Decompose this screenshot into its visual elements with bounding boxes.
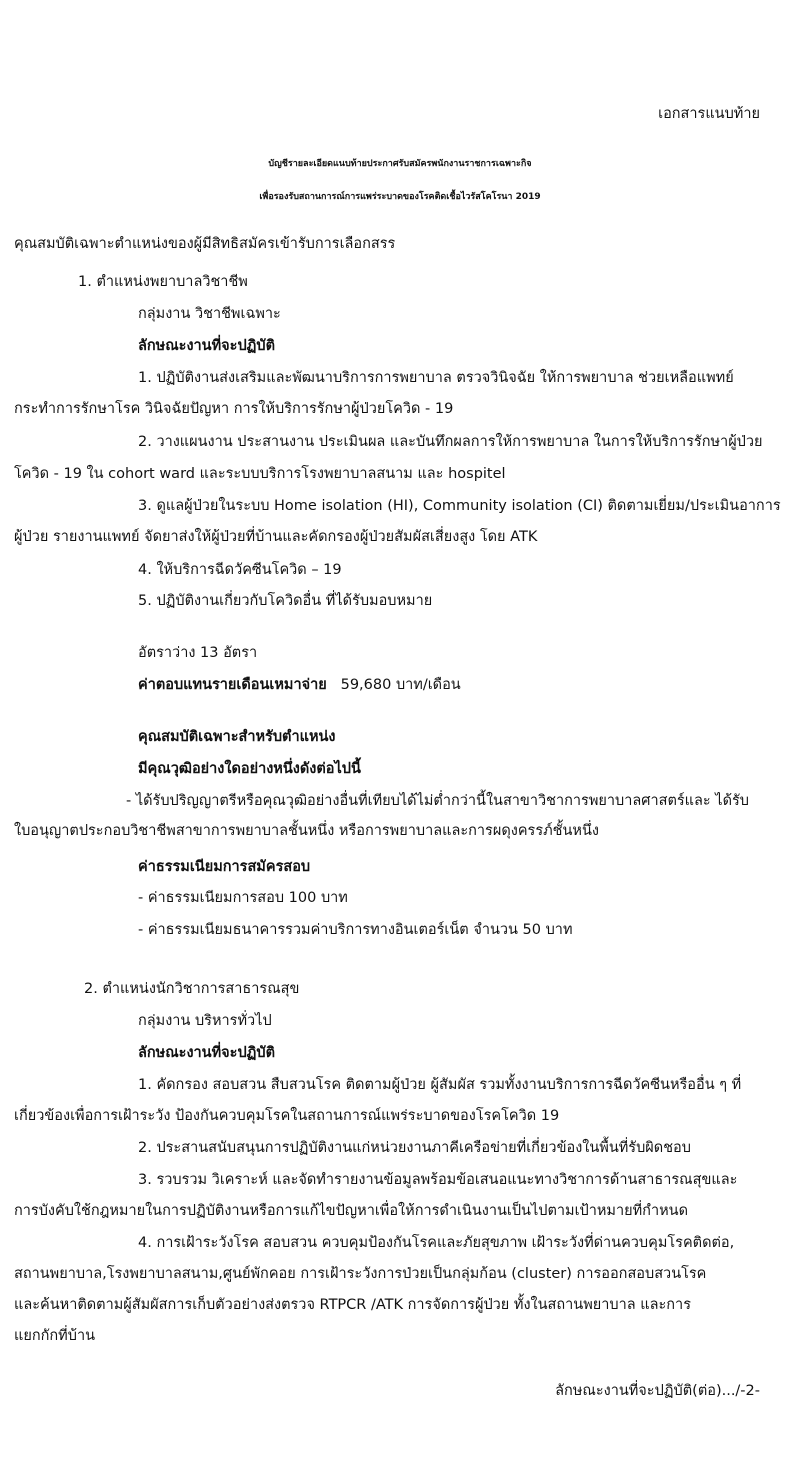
- position1-duty3-line2: ผู้ป่วย รายงานแพทย์ จัดยาส่งให้ผู้ป่วยที่บ้านและคัดกรองผู้ป่วยสัมผัสเสี่ยงสูง โดย ATK: [14, 529, 538, 545]
- footer-continued: ลักษณะงานที่จะปฏิบัติ(ต่อ).../-2-: [555, 1383, 760, 1399]
- position2-duty4-line4: แยกกักที่บ้าน: [14, 1328, 95, 1344]
- position1-spec-line1: - ได้รับปริญญาตรีหรือคุณวุฒิอย่างอื่นที่เทียบได้ไม่ต่ำกว่านี้ในสาขาวิชาการพยาบาลศาสตร์และ ได้รับ: [126, 793, 749, 809]
- position2-duty4-line2: สถานพยาบาล,โรงพยาบาลสนาม,ศูนย์พักคอย การเฝ้าระวังการป่วยเป็นกลุ่มก้อน (cluster) การออกสอบสวนโรค: [14, 1266, 707, 1282]
- position2-duty4-line1: 4. การเฝ้าระวังโรค สอบสวน ควบคุมป้องกันโรคและภัยสุขภาพ เฝ้าระวังที่ด่านควบคุมโรคติดต่อ,: [138, 1235, 735, 1251]
- position1-group: กลุ่มงาน วิชาชีพเฉพาะ: [138, 306, 281, 322]
- position2-duty1-line1: 1. คัดกรอง สอบสวน สืบสวนโรค ติดตามผู้ป่วย ผู้สัมผัส รวมทั้งงานบริการการฉีดวัคซีนหรืออื่น ๆ ที่: [138, 1077, 742, 1093]
- position1-duty2-line1: 2. วางแผนงาน ประสานงาน ประเมินผล และบันทึกผลการให้การพยาบาล ในการให้บริการรักษาผู้ป่วย: [138, 434, 763, 450]
- position2-group: กลุ่มงาน บริหารทั่วไป: [138, 1013, 272, 1029]
- position1-duty3-line1: 3. ดูแลผู้ป่วยในระบบ Home isolation (HI), Community isolation (CI) ติดตามเยี่ยม/ประเมินอาการ: [138, 498, 781, 514]
- salary-label: ค่าตอบแทนรายเดือนเหมาจ่าย: [138, 677, 327, 693]
- position2-duty3-line1: 3. รวบรวม วิเคราะห์ และจัดทำรายงานข้อมูลพร้อมข้อเสนอแนะทางวิชาการด้านสาธารณสุขและ: [138, 1172, 738, 1188]
- position1-duty2-line2: โควิด - 19 ใน cohort ward และระบบบริการโรงพยาบาลสนาม และ hospitel: [14, 466, 506, 482]
- attachment-label: เอกสารแนบท้าย: [658, 106, 760, 122]
- position1-spec-line2: ใบอนุญาตประกอบวิชาชีพสาขาการพยาบาลชั้นหนึ่ง หรือการพยาบาลและการผดุงครรภ์ชั้นหนึ่ง: [14, 823, 599, 839]
- position1-spec-heading: คุณสมบัติเฉพาะสำหรับตำแหน่ง: [138, 729, 336, 745]
- position1-salary: [138, 675, 461, 695]
- position1-duty1-line1: 1. ปฏิบัติงานส่งเสริมและพัฒนาบริการการพยาบาล ตรวจวินิจฉัย ให้การพยาบาล ช่วยเหลือแพทย์: [138, 370, 734, 386]
- position2-duties-heading: ลักษณะงานที่จะปฏิบัติ: [138, 1045, 275, 1061]
- position1-title: 1. ตำแหน่งพยาบาลวิชาชีพ: [78, 274, 248, 290]
- position1-spec-sub: มีคุณวุฒิอย่างใดอย่างหนึ่งดังต่อไปนี้: [138, 761, 361, 777]
- title-line-2: เพื่อรองรับสถานการณ์การแพร่ระบาดของโรคติดเชื้อไวรัสโคโรนา 2019: [259, 192, 541, 202]
- salary-value: 59,680 บาท/เดือน: [340, 677, 461, 693]
- position2-duty4-line3: และค้นหาติดตามผู้สัมผัสการเก็บตัวอย่างส่งตรวจ RTPCR /ATK การจัดการผู้ป่วย ทั้งในสถานพยาบาล และการ: [14, 1297, 691, 1313]
- position1-duties-heading: ลักษณะงานที่จะปฏิบัติ: [138, 338, 275, 354]
- position1-fee1: - ค่าธรรมเนียมการสอบ 100 บาท: [138, 890, 348, 906]
- position1-fee2: - ค่าธรรมเนียมธนาคารรวมค่าบริการทางอินเตอร์เน็ต จำนวน 50 บาท: [138, 922, 573, 938]
- position1-duty5: 5. ปฏิบัติงานเกี่ยวกับโควิดอื่น ที่ได้รับมอบหมาย: [138, 593, 433, 609]
- qualification-heading: คุณสมบัติเฉพาะตำแหน่งของผู้มีสิทธิสมัครเข้ารับการเลือกสรร: [14, 236, 396, 252]
- position1-duty1-line2: กระทำการรักษาโรค วินิจฉัยปัญหา การให้บริการรักษาผู้ป่วยโควิด - 19: [14, 401, 454, 417]
- title-line-1: บัญชีรายละเอียดแนบท้ายประกาศรับสมัครพนักงานราชการเฉพาะกิจ: [268, 159, 532, 169]
- position2-duty1-line2: เกี่ยวข้องเพื่อการเฝ้าระวัง ป้องกันควบคุมโรคในสถานการณ์แพร่ระบาดของโรคโควิด 19: [14, 1108, 560, 1124]
- position2-duty3-line2: การบังคับใช้กฎหมายในการปฏิบัติงานหรือการแก้ไขปัญหาเพื่อให้การดำเนินงานเป็นไปตามเป้าหมายที่กำหนด: [14, 1203, 688, 1219]
- position2-title: 2. ตำแหน่งนักวิชาการสาธารณสุข: [84, 981, 300, 997]
- position1-fee-heading: ค่าธรรมเนียมการสมัครสอบ: [138, 859, 311, 875]
- position1-vacancy: อัตราว่าง 13 อัตรา: [138, 645, 258, 661]
- position2-duty2: 2. ประสานสนับสนุนการปฏิบัติงานแก่หน่วยงานภาคีเครือข่ายที่เกี่ยวข้องในพื้นที่รับผิดชอบ: [138, 1140, 691, 1156]
- position1-duty4: 4. ให้บริการฉีดวัคซีนโควิด – 19: [138, 562, 342, 578]
